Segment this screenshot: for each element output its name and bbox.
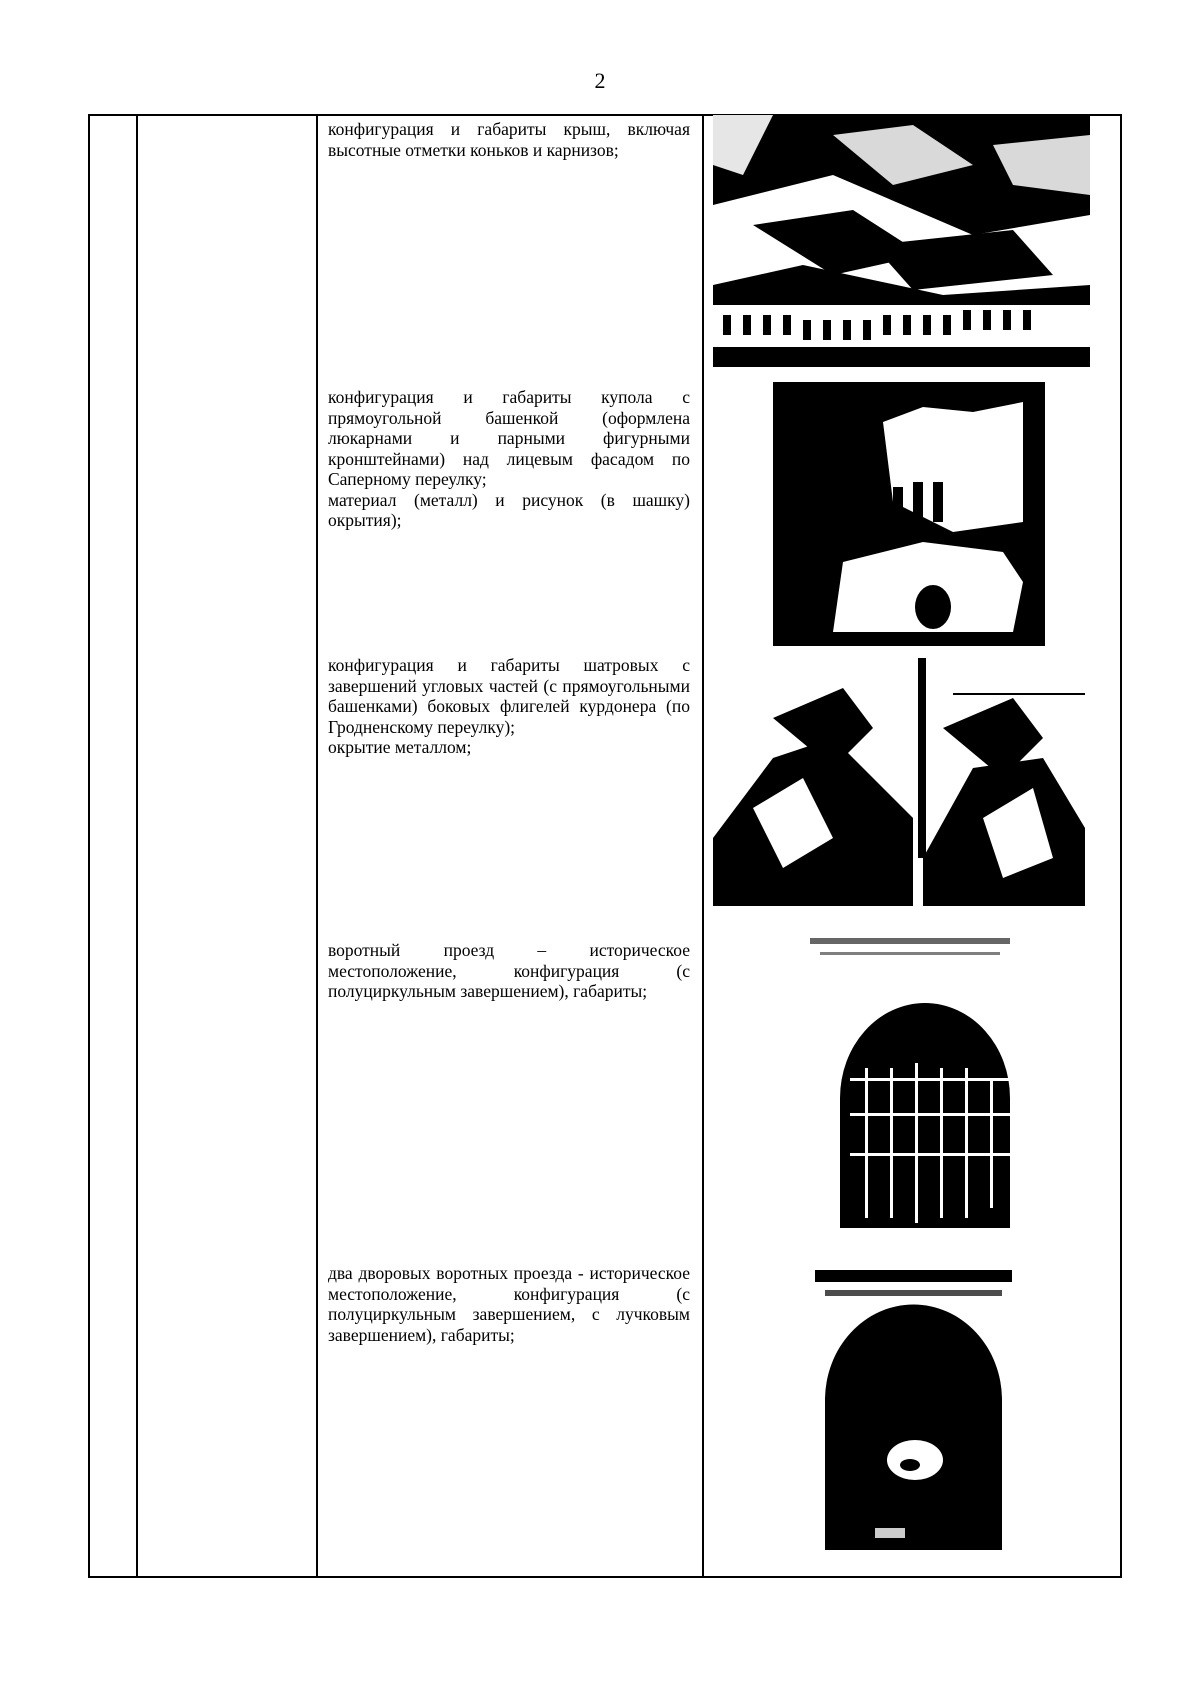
table-row-3-description bbox=[328, 655, 690, 758]
row-3-paragraph-2: окрытие металлом; bbox=[328, 737, 472, 757]
row-5-paragraph-1: два дворовых воротных проезда - историческое местоположение, конфигурация (с полуциркульным завершением, с лучковым завершением), габариты; bbox=[328, 1263, 690, 1345]
row-4-paragraph-1: воротный проезд – историческое местоположение, конфигурация (с полуциркульным завершением), габариты; bbox=[328, 940, 690, 1001]
courtyard-gateways-photo bbox=[815, 1270, 1012, 1550]
row-3-paragraph-1: конфигурация и габариты шатровых с завершений угловых частей (с прямоугольными башенками) боковых флигелей курдонера (по Гродненскому переулку); bbox=[328, 655, 690, 737]
aerial-roofs-photo bbox=[713, 115, 1090, 367]
column-divider-3 bbox=[702, 116, 704, 1576]
page-number: 2 bbox=[594, 68, 606, 93]
row-2-paragraph-2: материал (металл) и рисунок (в шашку) окрытия); bbox=[328, 489, 690, 530]
table-row-5-description bbox=[328, 1263, 690, 1345]
dome-tower-photo bbox=[773, 382, 1045, 646]
column-divider-2 bbox=[316, 116, 318, 1576]
table-row-2-description bbox=[328, 387, 690, 531]
corner-towers-photo bbox=[713, 658, 1085, 906]
table-row-1-description bbox=[328, 119, 690, 160]
column-divider-1 bbox=[136, 116, 138, 1576]
row-1-paragraph-1: конфигурация и габариты крыш, включая высотные отметки коньков и карнизов; bbox=[328, 119, 690, 160]
row-2-paragraph-1: конфигурация и габариты купола с прямоугольной башенкой (оформлена люкарнами и парными фигурными кронштейнами) над лицевым фасадом по Саперному переулку; bbox=[328, 387, 690, 489]
table-row-4-description bbox=[328, 940, 690, 1002]
gateway-arch-photo bbox=[810, 938, 1020, 1250]
